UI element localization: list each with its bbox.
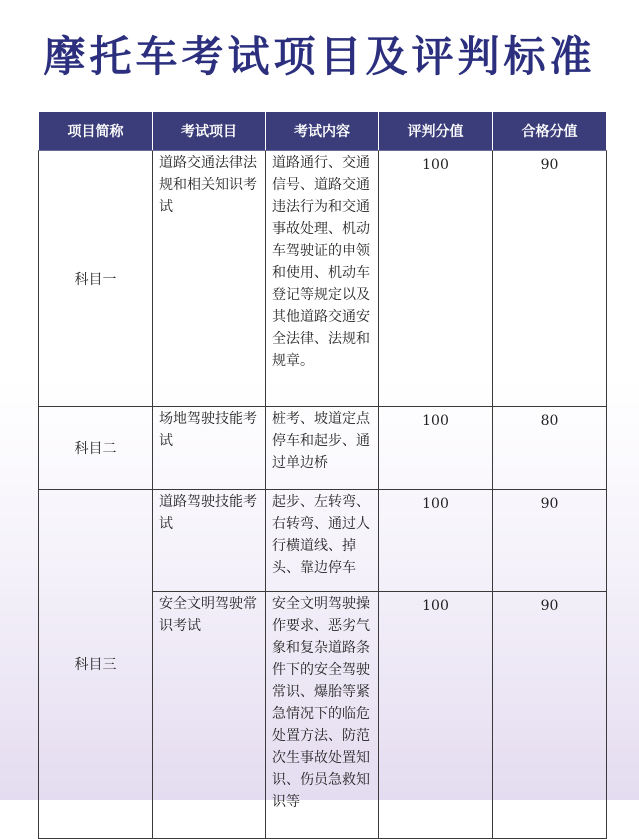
header-pass: 合格分值 (493, 112, 607, 151)
exam-item: 场地驾驶技能考试 (153, 407, 266, 490)
pass-value: 90 (493, 151, 607, 407)
exam-content: 桩考、坡道定点停车和起步、通过单边桥 (266, 407, 379, 490)
exam-content: 起步、左转弯、右转弯、通过人行横道线、掉头、靠边停车 (266, 490, 379, 592)
exam-standards-table (38, 111, 607, 839)
exam-content: 安全文明驾驶操作要求、恶劣气象和复杂道路条件下的安全驾驶常识、爆胎等紧急情况下的临危处置方法、防范次生事故处置知识、伤员急救知识等 (266, 592, 379, 839)
score-value: 100 (379, 151, 493, 407)
header-name: 项目简称 (39, 112, 153, 151)
pass-value: 90 (493, 592, 607, 839)
page-title: 摩托车考试项目及评判标准 (43, 32, 596, 81)
header-score: 评判分值 (379, 112, 493, 151)
header-item: 考试项目 (153, 112, 266, 151)
exam-item: 道路交通法律法规和相关知识考试 (153, 151, 266, 407)
table-row (39, 490, 607, 592)
exam-item: 安全文明驾驶常识考试 (153, 592, 266, 839)
pass-value: 80 (493, 407, 607, 490)
header-content: 考试内容 (266, 112, 379, 151)
subject-name: 科目一 (39, 151, 153, 407)
score-value: 100 (379, 592, 493, 839)
score-value: 100 (379, 490, 493, 592)
subject-name: 科目三 (39, 490, 153, 839)
score-value: 100 (379, 407, 493, 490)
table-row (39, 407, 607, 490)
subject-name: 科目二 (39, 407, 153, 490)
table-row (39, 151, 607, 407)
table-header-row (39, 112, 607, 151)
pass-value: 90 (493, 490, 607, 592)
exam-item: 道路驾驶技能考试 (153, 490, 266, 592)
exam-content: 道路通行、交通信号、道路交通违法行为和交通事故处理、机动车驾驶证的申领和使用、机动车登记等规定以及其他道路交通安全法律、法规和规章。 (266, 151, 379, 407)
